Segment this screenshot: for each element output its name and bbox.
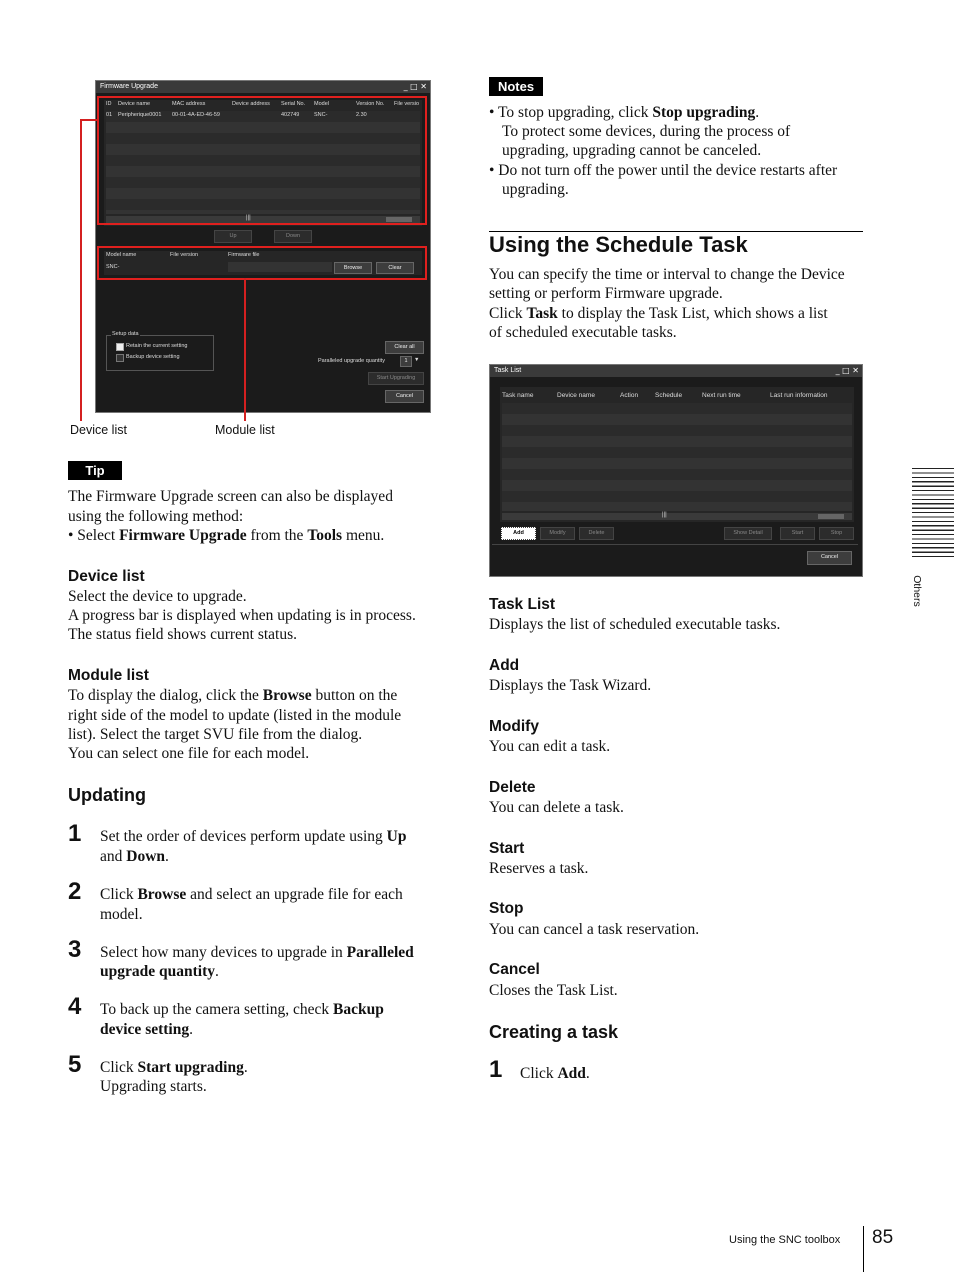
- module-l1-pre: To display the dialog, click the: [68, 687, 263, 704]
- side-tab-label: Others: [911, 575, 923, 607]
- tip-line-2: using the following method:: [68, 508, 244, 525]
- notes-tag: Notes: [489, 77, 543, 96]
- note-1-line-3: upgrading, upgrading cannot be canceled.: [502, 142, 762, 159]
- footer-section: Using the SNC toolbox: [729, 1234, 841, 1246]
- note-2-line-1: • Do not turn off the power until the device restarts after: [489, 162, 838, 179]
- def-cancel-desc: Closes the Task List.: [489, 982, 618, 999]
- up-button[interactable]: Up: [214, 230, 252, 243]
- tip-bullet-b1: Firmware Upgrade: [119, 527, 247, 544]
- device-row-model: SNC-: [314, 112, 328, 118]
- intro-line-4: of scheduled executable tasks.: [489, 324, 677, 341]
- task-col-device: Device name: [557, 392, 595, 399]
- step-3-line-2: [100, 962, 219, 982]
- device-row-version: 2.30: [356, 112, 367, 118]
- retain-label: Retain the current setting: [126, 343, 188, 349]
- intro-line-3: [489, 304, 828, 324]
- device-col-id: ID: [106, 101, 112, 107]
- tip-bullet-pre: • Select: [68, 527, 120, 544]
- tip-tag: Tip: [68, 461, 122, 480]
- step-3-number: 3: [68, 936, 82, 963]
- setup-data-label: Setup data: [112, 331, 139, 337]
- step-1-down: Down: [126, 848, 166, 865]
- task-list-screenshot: [489, 364, 863, 577]
- module-list-line-3: list). Select the target SVU file from the dialog.: [68, 726, 363, 743]
- note-1-stop: Stop upgrading: [652, 104, 756, 121]
- setup-data-group: [106, 331, 214, 371]
- task-col-next-run: Next run time: [702, 392, 741, 399]
- def-modify-desc: You can edit a task.: [489, 738, 611, 755]
- add-button[interactable]: Add: [501, 527, 536, 540]
- updating-heading: Updating: [68, 785, 146, 805]
- step-2-number: 2: [68, 878, 82, 905]
- step-5-line-2: Upgrading starts.: [100, 1078, 207, 1095]
- module-list-heading: Module list: [68, 667, 149, 684]
- def-add-desc: Displays the Task Wizard.: [489, 677, 652, 694]
- device-col-mac: MAC address: [172, 101, 206, 107]
- tip-bullet-post: menu.: [342, 527, 385, 544]
- create-step-1-text: [520, 1064, 590, 1084]
- step-2-line-2: model.: [100, 906, 143, 923]
- device-col-address: Device address: [232, 101, 270, 107]
- window-title: Firmware Upgrade: [96, 81, 430, 93]
- cancel-button[interactable]: Cancel: [385, 390, 424, 403]
- step-5-line-1: [100, 1058, 248, 1078]
- stop-button[interactable]: Stop: [819, 527, 854, 540]
- intro-l3-post: to display the Task List, which shows a list: [557, 305, 828, 322]
- intro-l3-task: Task: [526, 305, 558, 322]
- browse-button[interactable]: Browse: [334, 262, 372, 274]
- note-2-line-2: upgrading.: [502, 181, 569, 198]
- section-title: Using the Schedule Task: [489, 232, 748, 257]
- device-list-line-2: A progress bar is displayed when updating is in process.: [68, 607, 416, 624]
- note-1-line-2: To protect some devices, during the process of: [502, 123, 791, 140]
- tip-line-1: The Firmware Upgrade screen can also be displayed: [68, 488, 393, 505]
- device-row-serial: 402749: [281, 112, 300, 118]
- backup-label: Backup device setting: [126, 354, 180, 360]
- def-delete-term: Delete: [489, 779, 536, 796]
- step-5-start: Start upgrading: [137, 1059, 244, 1076]
- step-1-up: Up: [386, 828, 407, 845]
- module-col-model: Model name: [106, 252, 137, 258]
- step-2-pre: Click: [100, 886, 138, 903]
- clear-all-button[interactable]: Clear all: [385, 341, 424, 354]
- module-col-fileversion: File version: [170, 252, 199, 258]
- device-list-line-3: The status field shows current status.: [68, 626, 298, 643]
- step-4-pre: To back up the camera setting, check: [100, 1001, 334, 1018]
- step-3-paralleled: Paralleled: [346, 944, 414, 961]
- device-leader-v: [80, 119, 82, 421]
- step-1-number: 1: [68, 820, 82, 847]
- module-l1-post: button on the: [311, 687, 398, 704]
- callout-device-list: Device list: [70, 423, 127, 437]
- device-col-serial: Serial No.: [281, 101, 306, 107]
- device-row-name: Peripherique0001: [118, 112, 162, 118]
- task-scroll-grip: |||: [662, 512, 667, 518]
- def-cancel-term: Cancel: [489, 961, 540, 978]
- window-controls[interactable]: _ □ ✕: [403, 82, 427, 91]
- module-row-model: SNC-: [106, 264, 120, 270]
- step-3-line-1: [100, 943, 414, 963]
- def-start-desc: Reserves a task.: [489, 860, 589, 877]
- device-list-line-1: Select the device to upgrade.: [68, 588, 247, 605]
- task-hscrollbar[interactable]: [502, 513, 852, 520]
- task-col-last-run: Last run information: [770, 392, 828, 399]
- start-button[interactable]: Start: [780, 527, 815, 540]
- def-add-term: Add: [489, 657, 520, 674]
- device-col-model: Model: [314, 101, 329, 107]
- create-step-1-number: 1: [489, 1056, 503, 1083]
- def-start-term: Start: [489, 840, 525, 857]
- device-row-mac: 00-01-4A-ED-46-59: [172, 112, 220, 118]
- def-task-list-term: Task List: [489, 596, 556, 613]
- device-list-heading: Device list: [68, 568, 145, 585]
- device-col-name: Device name: [118, 101, 151, 107]
- start-upgrading-button[interactable]: Start Upgrading: [368, 372, 424, 385]
- step-3-quantity: upgrade quantity: [100, 963, 215, 980]
- def-modify-term: Modify: [489, 718, 539, 735]
- creating-task-heading: Creating a task: [489, 1022, 619, 1042]
- note-1-pre: • To stop upgrading, click: [489, 104, 653, 121]
- step-3-pre: Select how many devices to upgrade in: [100, 944, 347, 961]
- create-step-pre: Click: [520, 1065, 558, 1082]
- def-delete-desc: You can delete a task.: [489, 799, 624, 816]
- def-stop-term: Stop: [489, 900, 524, 917]
- step-4-line-2: [100, 1020, 193, 1040]
- device-col-version: Version No.: [356, 101, 385, 107]
- step-1-pre: Set the order of devices perform update using: [100, 828, 387, 845]
- step-4-post: .: [189, 1021, 193, 1038]
- down-button[interactable]: Down: [274, 230, 312, 243]
- module-list-line-2: right side of the model to update (listed in the module: [68, 707, 402, 724]
- footer-rule: [863, 1226, 864, 1272]
- task-scroll-thumb[interactable]: [818, 514, 844, 519]
- scroll-grip: |||: [246, 215, 251, 221]
- step-3-post: .: [215, 963, 219, 980]
- step-4-number: 4: [68, 993, 82, 1020]
- task-col-action: Action: [620, 392, 639, 399]
- intro-l3-pre: Click: [489, 305, 527, 322]
- intro-line-2: setting or perform Firmware upgrade.: [489, 285, 723, 302]
- step-5-post: .: [243, 1059, 248, 1076]
- create-step-post: .: [585, 1065, 590, 1082]
- step-1-line-2: [100, 847, 169, 867]
- step-1-l2-pre: and: [100, 848, 127, 865]
- module-leader-v: [244, 278, 246, 421]
- module-list-line-4: You can select one file for each model.: [68, 745, 310, 762]
- device-row-id: 01: [106, 112, 113, 118]
- def-task-list-desc: Displays the list of scheduled executable tasks.: [489, 616, 781, 633]
- module-col-firmware: Firmware file: [228, 252, 260, 258]
- step-5-pre: Click: [100, 1059, 138, 1076]
- callout-module-list: Module list: [215, 423, 275, 437]
- note-1-line-1: [489, 103, 759, 123]
- tip-bullet: [68, 526, 384, 546]
- intro-line-1: You can specify the time or interval to change the Device: [489, 266, 845, 283]
- def-stop-desc: You can cancel a task reservation.: [489, 921, 700, 938]
- device-col-file: File versio: [394, 101, 420, 107]
- retain-checkbox[interactable]: [116, 343, 124, 351]
- task-rows: [502, 403, 852, 511]
- task-cancel-button[interactable]: Cancel: [807, 551, 852, 565]
- step-5-number: 5: [68, 1051, 82, 1078]
- module-list-highlight: [97, 246, 427, 280]
- paralleled-dropdown-icon[interactable]: ▼: [414, 357, 420, 363]
- note-1-post: .: [755, 104, 760, 121]
- step-4-device-setting: device setting: [100, 1021, 190, 1038]
- step-2-line-1: [100, 885, 403, 905]
- clear-button[interactable]: Clear: [376, 262, 414, 274]
- step-2-post: and select an upgrade file for each: [186, 886, 403, 903]
- module-l1-browse: Browse: [262, 687, 312, 704]
- side-thumb-tab: [912, 468, 954, 560]
- backup-checkbox[interactable]: [116, 354, 124, 362]
- task-col-schedule: Schedule: [655, 392, 683, 399]
- tip-bullet-mid: from the: [246, 527, 308, 544]
- page-number: 85: [872, 1227, 894, 1248]
- paralleled-label: Paralleled upgrade quantity: [318, 358, 385, 364]
- step-2-browse: Browse: [137, 886, 187, 903]
- module-list-line-1: [68, 686, 397, 706]
- task-table: [500, 387, 854, 522]
- step-4-line-1: [100, 1000, 384, 1020]
- modify-button[interactable]: Modify: [540, 527, 575, 540]
- step-4-backup: Backup: [333, 1001, 384, 1018]
- step-1-l2-post: .: [165, 848, 169, 865]
- task-window-title: Task List: [490, 365, 862, 377]
- show-detail-button[interactable]: Show Detail: [724, 527, 772, 540]
- step-1-line-1: [100, 827, 407, 847]
- create-step-add: Add: [557, 1065, 586, 1082]
- tip-bullet-b2: Tools: [307, 527, 343, 544]
- task-window-controls[interactable]: _ □ ✕: [835, 366, 859, 375]
- task-divider: [492, 544, 858, 545]
- device-leader-h: [80, 119, 98, 121]
- task-col-name: Task name: [502, 392, 534, 399]
- paralleled-select[interactable]: 1: [400, 356, 412, 367]
- device-list-highlight: [97, 96, 427, 225]
- delete-button[interactable]: Delete: [579, 527, 614, 540]
